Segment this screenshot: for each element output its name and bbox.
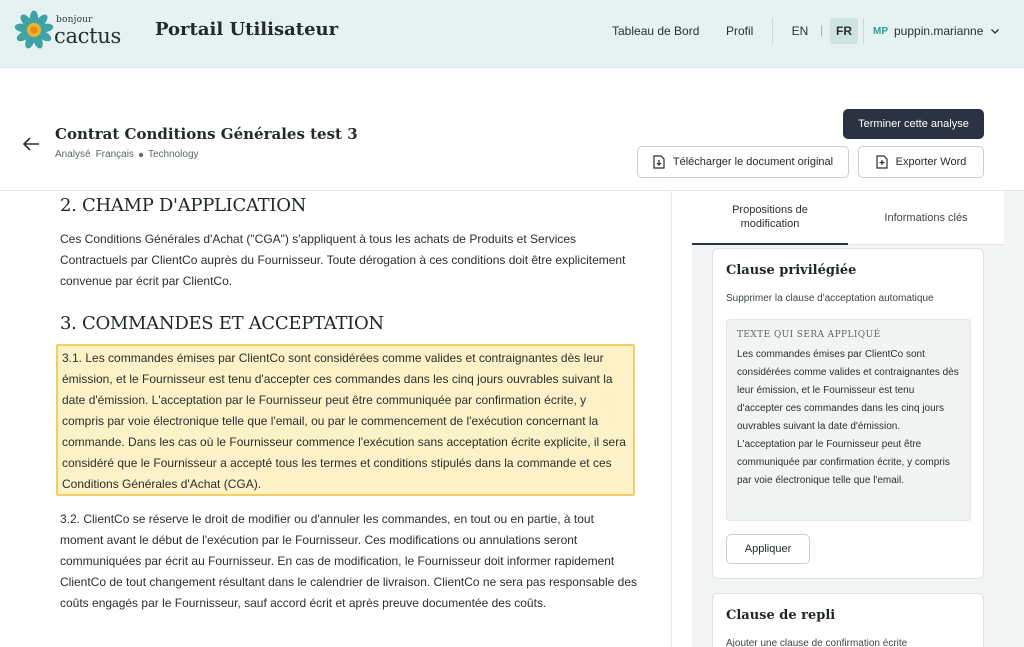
language-en-button[interactable]: EN (791, 24, 809, 38)
side-panel-tabs (692, 191, 1004, 245)
proposal-card-subtitle: Ajouter une clause de confirmation écrite (726, 638, 908, 647)
cactus-flower-icon (14, 10, 54, 50)
highlighted-clause[interactable]: 3.1. Les commandes émises par ClientCo sont considérées comme valides et contraignantes dès leur émission, et le Fournisseur est tenu d'accepter ces commandes dans les cinq jours ouvrables suivant la date d'émission. L'acceptation par le Fournisseur peut être communiquée par confirmation écrite, y compris par voie électronique telle que l'email, ou par le commencement de l'exécution concernant la commande. Dans les cas où le Fournisseur commence l'exécution sans acceptation écrite explicite, il sera considéré que le Fournisseur a accepté tous les termes et conditions stipulés dans la commande et ces Conditions Générales d'Achat (CGA). (56, 344, 635, 496)
document-language: Français (95, 149, 134, 160)
section-heading: 2. CHAMP D'APPLICATION (60, 195, 307, 216)
tab-proposals-label: Propositions de modification (732, 204, 808, 230)
user-initials: MP (873, 25, 888, 37)
proposal-card-subtitle: Supprimer la clause d'acceptation automatique (726, 293, 934, 304)
applied-text: Les commandes émises par ClientCo sont considérées comme valides et contraignantes dès leur émission, et le Fournisseur est tenu d'accepter ces commandes dans les cinq jours ouvrables suivant la date d'émission. L'acceptation par le Fournisseur peut être communiquée par confirmation écrite, y compris par voie électronique telle que l'email. (737, 349, 959, 486)
nav-divider (772, 18, 773, 44)
top-navigation-bar (0, 0, 1024, 68)
document-title: Contrat Conditions Générales test 3 (55, 125, 358, 143)
nav-link-profile[interactable]: Profil (726, 24, 754, 38)
download-original-label: Télécharger le document original (672, 156, 834, 168)
document-meta (55, 149, 199, 160)
document-sector: Technology (147, 149, 199, 160)
portal-title: Portail Utilisateur (155, 19, 339, 40)
tab-key-info[interactable] (848, 191, 1004, 245)
user-menu[interactable] (873, 24, 1001, 38)
proposal-card (712, 248, 984, 579)
nav-divider (863, 18, 864, 44)
document-viewer[interactable] (20, 191, 672, 647)
language-separator: | (820, 23, 824, 37)
brand-logo[interactable] (14, 10, 126, 50)
apply-button[interactable]: Appliquer (726, 534, 810, 564)
export-word-label: Exporter Word (895, 156, 967, 168)
proposal-card-title: Clause privilégiée (726, 263, 857, 278)
document-status: Analysé (55, 149, 91, 160)
language-fr-button[interactable]: FR (830, 18, 858, 44)
logo-tagline: bonjour (56, 15, 93, 25)
logo-wordmark: cactus (54, 24, 121, 48)
chevron-down-icon (989, 25, 1001, 37)
back-arrow-icon[interactable] (20, 133, 42, 155)
applied-text-box (726, 319, 971, 521)
finish-analysis-button[interactable]: Terminer cette analyse (843, 109, 984, 139)
tab-key-info-label: Informations clés (884, 212, 968, 224)
export-word-button[interactable] (858, 146, 984, 178)
nav-link-dashboard[interactable]: Tableau de Bord (612, 24, 700, 38)
proposal-card (712, 593, 984, 647)
proposal-card-title: Clause de repli (726, 608, 836, 623)
file-export-icon (876, 155, 888, 169)
meta-separator-dot (139, 153, 143, 157)
section-paragraph: Ces Conditions Générales d'Achat ("CGA") s'appliquent à tous les achats de Produits et Services Contractuels par ClientCo auprès du Fournisseur. Toute dérogation à ces conditions doit être explicitement convenue par écrit par ClientCo. (60, 232, 626, 288)
download-original-button[interactable] (637, 146, 849, 178)
file-download-icon (653, 155, 665, 169)
section-heading: 3. COMMANDES ET ACCEPTATION (60, 313, 384, 334)
proposals-side-panel (692, 191, 1024, 647)
applied-text-label: TEXTE QUI SERA APPLIQUÉ (737, 330, 881, 340)
tab-proposals[interactable] (692, 191, 848, 245)
user-name: puppin.marianne (894, 24, 984, 38)
section-paragraph: 3.2. ClientCo se réserve le droit de modifier ou d'annuler les commandes, en tout ou en partie, à tout moment avant le début de l'exécution par le Fournisseur. Ces modifications ou annulations seront communiquées par écrit au Fournisseur. En cas de modification, le Fournisseur doit informer rapidement ClientCo de tout changement résultant dans le calendrier de livraison. ClientCo ne sera pas responsable des coûts engagés par le Fournisseur, sauf accord écrit et après preuve documentée des coûts. (60, 512, 638, 610)
